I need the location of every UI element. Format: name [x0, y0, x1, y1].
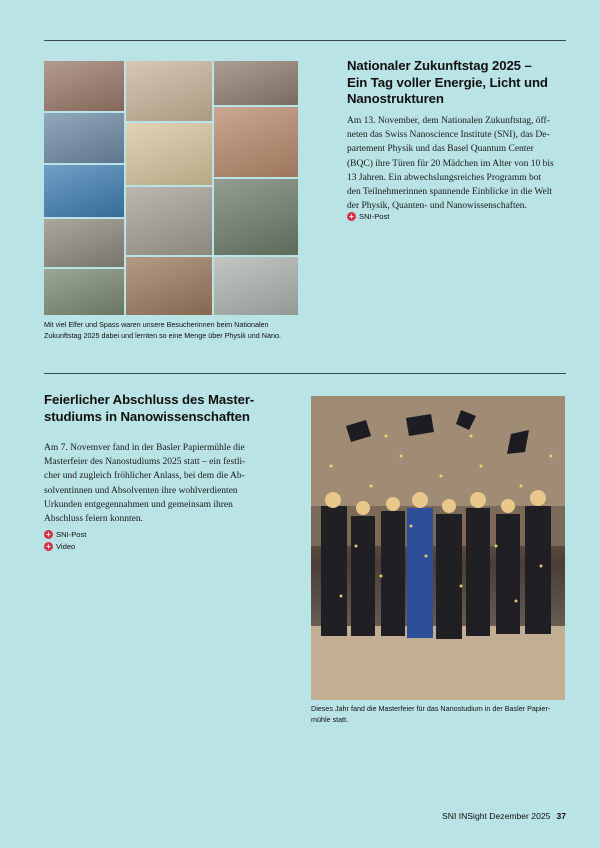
collage-photo [214, 107, 298, 177]
article2-sni-post-link[interactable]: + SNI-Post [44, 530, 86, 539]
collage-photo [214, 179, 298, 255]
article2-title: Feierlicher Abschluss des Master- studiums in Nanowissenschaften [44, 392, 255, 424]
collage-photo [44, 113, 124, 163]
collage-photo [214, 61, 298, 105]
article1-body: Am 13. November, dem Nationalen Zukunftstag, öff- neten das Swiss Nanoscience Institute (SNI), das De- partement Physik und das Basel Quantum Center (BQC) ihre Türen für 20 Mädchen im Alter von 10 bis 13 Jahren. Ein abwechslungsreiches Programm bot den Teilnehmerinnen spannende Einblicke in die Welt der Physik, Quanten- und Nanowissenschaften. [347, 116, 554, 212]
plus-icon: + [44, 530, 53, 539]
article1-sni-post-link[interactable]: + SNI-Post [347, 212, 389, 221]
page-footer [442, 811, 566, 821]
graduation-photo [311, 396, 565, 700]
collage-photo [44, 61, 124, 111]
collage-photo [44, 165, 124, 217]
photo-collage [44, 61, 298, 315]
collage-caption: Mit viel Elfer und Spass waren unsere Besucherinnen beim Nationalen Zukunftstag 2025 dabei und lernten so eine Menge über Physik und Nano. [44, 320, 281, 340]
collage-photo [126, 61, 212, 121]
middle-rule [44, 373, 566, 374]
article2-video-link[interactable]: + Video [44, 542, 75, 551]
publication-name: SNI INSight Dezember 2025 [442, 811, 551, 821]
collage-photo [44, 269, 124, 315]
plus-icon: + [347, 212, 356, 221]
article1-title: Nationaler Zukunftstag 2025 – Ein Tag voller Energie, Licht und Nanostrukturen [347, 58, 548, 106]
collage-photo [44, 219, 124, 267]
graduation-caption: Dieses Jahr fand die Masterfeier für das Nanostudium in der Basler Papier- mühle statt. [311, 704, 551, 724]
plus-icon: + [44, 542, 53, 551]
top-rule [44, 40, 566, 41]
collage-photo [126, 187, 212, 255]
collage-photo [214, 257, 298, 315]
collage-photo [126, 123, 212, 185]
article2-body: Am 7. Novemver fand in der Basler Papiermühle die Masterfeier des Nanostudiums 2025 statt – ein festli- cher und zugleich fröhlicher Anlass, bei dem die Ab- solventinnen und Absolventen ihre wohlverdienten Urkunden entgegennahmen und gemeinsam ihren Abschluss feiern konnten. [44, 443, 246, 525]
page-number: 37 [556, 811, 566, 821]
collage-photo [126, 257, 212, 315]
graduation-illustration [311, 396, 565, 700]
